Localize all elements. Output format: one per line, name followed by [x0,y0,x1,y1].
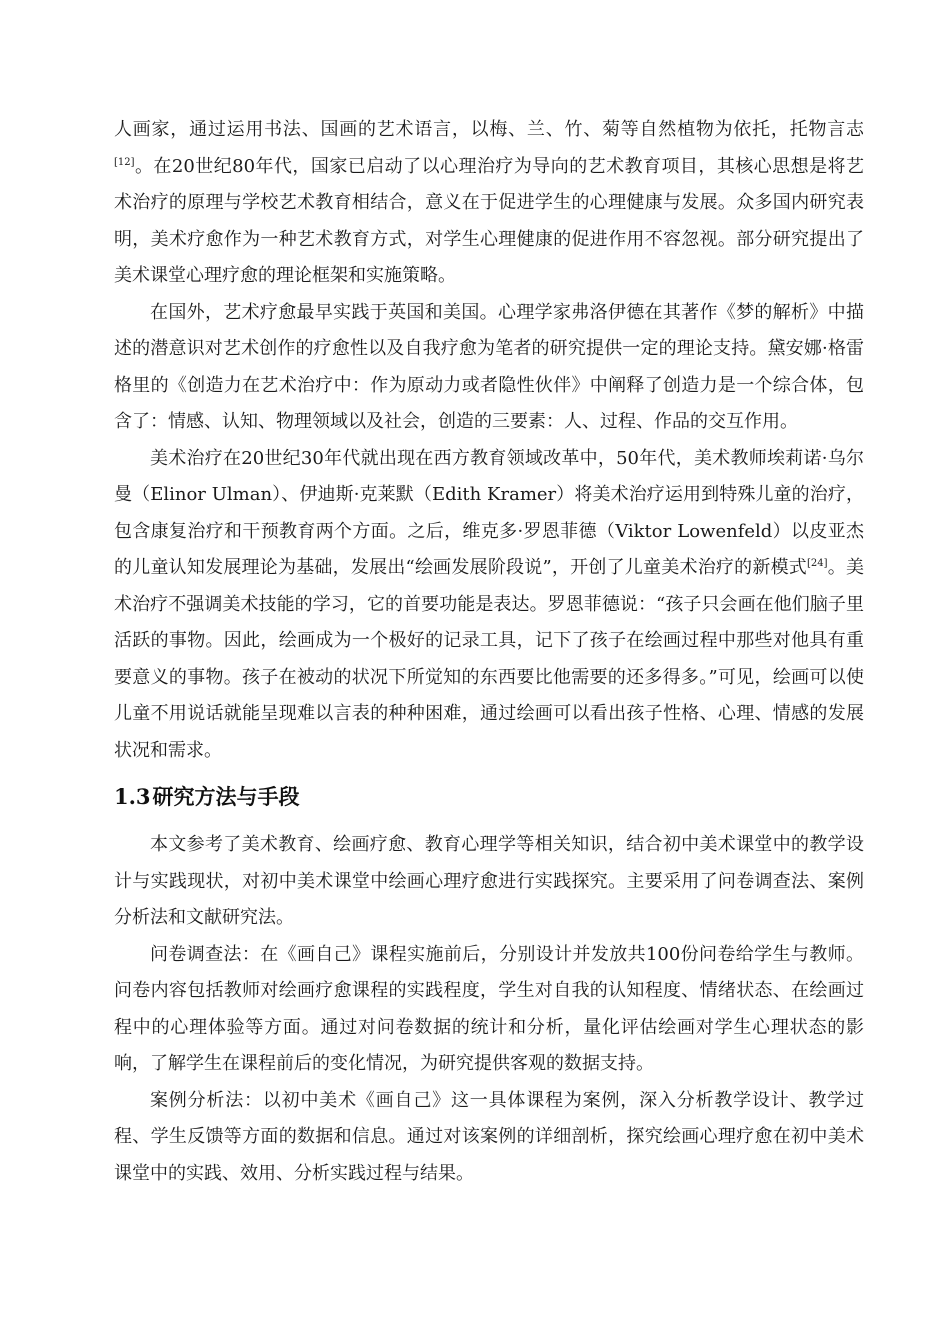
body-text [114,112,864,1192]
paragraph-text: 案例分析法：以初中美术《画自己》这一具体课程为案例，深入分析教学设计、教学过程、学生反馈等方面的数据和信息。通过对该案例的详细剖析，探究绘画心理疗愈在初中美术课堂中的实践、效用、分析实践过程与结果。 [114,1089,864,1184]
paragraph-text: 在国外，艺术疗愈最早实践于英国和美国。心理学家弗洛伊德在其著作《梦的解析》中描述的潜意识对艺术创作的疗愈性以及自我疗愈为笔者的研究提供一定的理论支持。黛安娜·格雷格里的《创造力在艺术治疗中：作为原动力或者隐性伙伴》中阐释了创造力是一个综合体，包含了：情感、认知、物理领域以及社会，创造的三要素：人、过程、作品的交互作用。 [114,301,864,432]
paragraph [114,112,864,295]
paragraph [114,827,864,937]
paragraph-text: 。美术治疗不强调美术技能的学习，它的首要功能是表达。罗恩菲德说：“孩子只会画在他们脑子里活跃的事物。因此，绘画成为一个极好的记录工具，记下了孩子在绘画过程中那些对他具有重要意义的事物。孩子在被动的状况下所觉知的东西要比他需要的还多得多。”可见，绘画可以使儿童不用说话就能呈现难以言表的种种困难，通过绘画可以看出孩子性格、心理、情感的发展状况和需求。 [114,557,865,761]
paragraph-text: 。在20世纪80年代，国家已启动了以心理治疗为导向的艺术教育项目，其核心思想是将艺术治疗的原理与学校艺术教育相结合，意义在于促进学生的心理健康与发展。众多国内研究表明，美术疗愈作为一种艺术教育方式，对学生心理健康的促进作用不容忽视。部分研究提出了美术课堂心理疗愈的理论框架和实施策略。 [114,155,864,286]
paragraph-text: 问卷调查法：在《画自己》课程实施前后，分别设计并发放共100份问卷给学生与教师。问卷内容包括教师对绘画疗愈课程的实践程度，学生对自我的认知程度、情绪状态、在绘画过程中的心理体验等方面。通过对问卷数据的统计和分析，量化评估绘画对学生心理状态的影响，了解学生在课程前后的变化情况，为研究提供客观的数据支持。 [114,943,864,1074]
citation-superscript: [24] [807,558,828,569]
paragraph-text: 美术治疗在20世纪30年代就出现在西方教育领域改革中，50年代，美术教师埃莉诺·乌尔曼（Elinor Ulman）、伊迪斯·克莱默（Edith Kramer）将美术治疗运用到特殊儿童的治疗，包含康复治疗和干预教育两个方面。之后，维克多·罗恩菲德（Viktor Lowenfeld）以皮亚杰的儿童认知发展理论为基础，发展出“绘画发展阶段说”，开创了儿童美术治疗的新模式 [114,447,864,578]
paragraph-text: 人画家，通过运用书法、国画的艺术语言，以梅、兰、竹、菊等自然植物为依托，托物言志 [114,119,864,140]
section-heading [114,775,864,819]
paragraph [114,441,864,770]
paragraph-text: 本文参考了美术教育、绘画疗愈、教育心理学等相关知识，结合初中美术课堂中的教学设计与实践现状，对初中美术课堂中绘画心理疗愈进行实践探究。主要采用了问卷调查法、案例分析法和文献研究法。 [114,834,864,928]
paragraph [114,937,864,1083]
paragraph [114,295,864,441]
section-title: 研究方法与手段 [152,785,300,809]
paragraphs-after-section [114,827,864,1192]
citation-superscript: [12] [114,156,135,168]
section-number: 1.3 [114,784,151,809]
paragraph [114,1083,864,1193]
paragraphs-before-section [114,112,864,769]
